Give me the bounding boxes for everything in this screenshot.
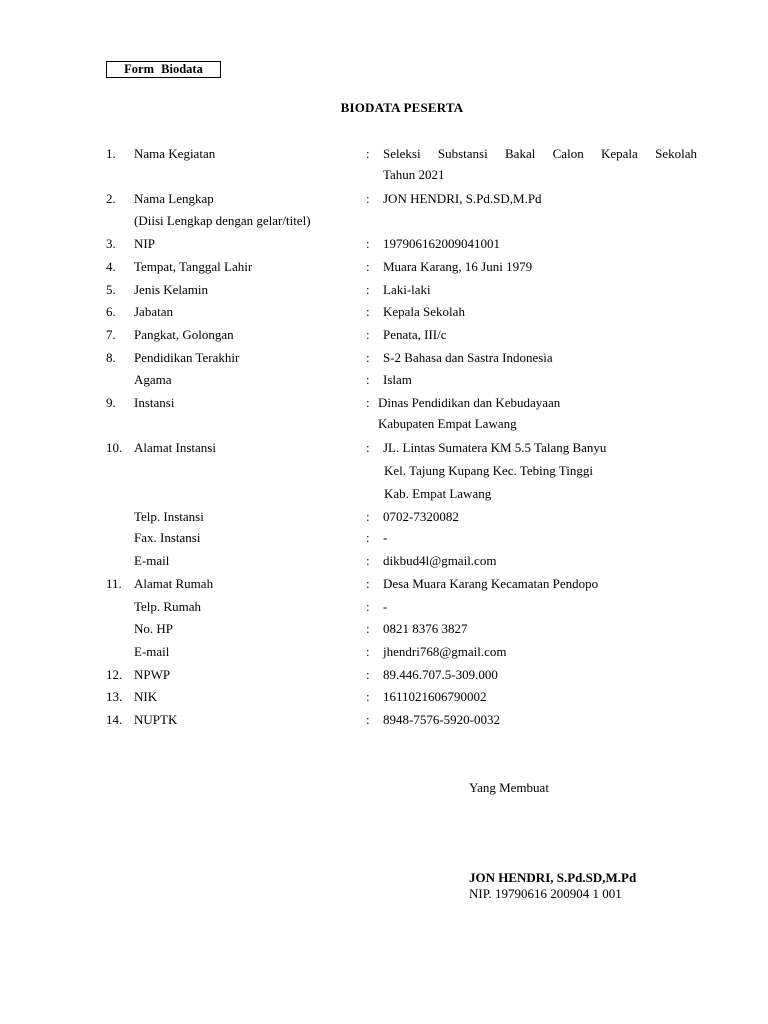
- row-value: Seleksi Substansi Bakal Calon Kepala Sekolah: [383, 146, 697, 161]
- row-label: Nama Lengkap: [134, 191, 214, 206]
- row-separator: :: [366, 259, 370, 274]
- row-separator: :: [366, 599, 370, 614]
- row-value: Kabupaten Empat Lawang: [378, 416, 517, 431]
- biodata-row: [0, 236, 768, 256]
- row-number: 13.: [106, 689, 123, 704]
- row-separator: :: [366, 621, 370, 636]
- row-number: 5.: [106, 282, 116, 297]
- row-label: Telp. Rumah: [134, 599, 201, 614]
- biodata-row: [0, 644, 768, 664]
- row-value: Kel. Tajung Kupang Kec. Tebing Tinggi: [384, 463, 593, 478]
- biodata-row: [0, 372, 768, 392]
- row-value: -: [383, 599, 388, 614]
- row-separator: :: [366, 282, 370, 297]
- row-label: Jenis Kelamin: [134, 282, 209, 297]
- row-value: JON HENDRI, S.Pd.SD,M.Pd: [383, 191, 542, 206]
- row-label: E-mail: [134, 553, 170, 568]
- row-label: NIK: [134, 689, 158, 704]
- row-separator: :: [366, 530, 370, 545]
- row-value: 89.446.707.5-309.000: [383, 667, 498, 682]
- row-number: 3.: [106, 236, 116, 251]
- signature-caption: Yang Membuat: [469, 780, 549, 795]
- biodata-row: [0, 509, 768, 529]
- biodata-row: [0, 259, 768, 279]
- row-value: 8948-7576-5920-0032: [383, 712, 500, 727]
- row-value: 197906162009041001: [383, 236, 500, 251]
- biodata-row: [0, 416, 768, 436]
- row-value: Kepala Sekolah: [383, 304, 465, 319]
- row-label: Alamat Rumah: [134, 576, 214, 591]
- row-label: Agama: [134, 372, 172, 387]
- signature-nip: NIP. 19790616 200904 1 001: [469, 886, 622, 901]
- row-separator: :: [366, 372, 370, 387]
- row-value: Dinas Pendidikan dan Kebudayaan: [378, 395, 561, 410]
- biodata-row: [0, 213, 768, 233]
- row-value: Tahun 2021: [383, 167, 445, 182]
- row-number: 2.: [106, 191, 116, 206]
- row-label: Instansi: [134, 395, 175, 410]
- row-separator: :: [366, 644, 370, 659]
- biodata-row: [0, 576, 768, 596]
- row-label: Alamat Instansi: [134, 440, 216, 455]
- biodata-row: [0, 350, 768, 370]
- row-value: Laki-laki: [383, 282, 431, 297]
- row-label: Telp. Instansi: [134, 509, 204, 524]
- biodata-row: [0, 621, 768, 641]
- row-number: 6.: [106, 304, 116, 319]
- row-number: 9.: [106, 395, 116, 410]
- row-value: S-2 Bahasa dan Sastra Indonesia: [383, 350, 553, 365]
- biodata-row: [0, 395, 768, 415]
- biodata-row: [0, 282, 768, 302]
- row-label: Nama Kegiatan: [134, 146, 216, 161]
- row-separator: :: [366, 236, 370, 251]
- document-title: BIODATA PESERTA: [340, 100, 464, 115]
- biodata-row: [0, 530, 768, 550]
- row-separator: :: [366, 146, 370, 161]
- row-separator: :: [366, 509, 370, 524]
- biodata-row: [0, 167, 768, 187]
- row-separator: :: [366, 667, 370, 682]
- row-label: E-mail: [134, 644, 170, 659]
- row-separator: :: [366, 327, 370, 342]
- biodata-row: [0, 327, 768, 347]
- row-separator: :: [366, 689, 370, 704]
- biodata-row: [0, 689, 768, 709]
- row-value: Islam: [383, 372, 412, 387]
- biodata-row: [0, 463, 768, 483]
- row-separator: :: [366, 553, 370, 568]
- row-number: 1.: [106, 146, 116, 161]
- row-number: 7.: [106, 327, 116, 342]
- signature-name: JON HENDRI, S.Pd.SD,M.Pd: [469, 870, 637, 885]
- biodata-row: [0, 304, 768, 324]
- row-label: NPWP: [134, 667, 171, 682]
- row-value: dikbud4l@gmail.com: [383, 553, 497, 568]
- biodata-row: [0, 191, 768, 211]
- biodata-row: [0, 667, 768, 687]
- row-label: Tempat, Tanggal Lahir: [134, 259, 253, 274]
- biodata-row: [0, 712, 768, 732]
- row-separator: :: [366, 304, 370, 319]
- row-label: Fax. Instansi: [134, 530, 201, 545]
- row-value: jhendri768@gmail.com: [383, 644, 507, 659]
- row-value: 0702-7320082: [383, 509, 459, 524]
- row-number: 14.: [106, 712, 123, 727]
- row-label: NIP: [134, 236, 155, 251]
- biodata-row: [0, 553, 768, 573]
- form-label: Form Biodata: [106, 61, 221, 78]
- row-separator: :: [366, 576, 370, 591]
- row-label: No. HP: [134, 621, 174, 636]
- biodata-row: [0, 146, 768, 166]
- row-value: 0821 8376 3827: [383, 621, 468, 636]
- row-value: Kab. Empat Lawang: [384, 486, 492, 501]
- row-number: 8.: [106, 350, 116, 365]
- row-separator: :: [366, 350, 370, 365]
- row-separator: :: [366, 712, 370, 727]
- row-separator: :: [366, 395, 370, 410]
- biodata-row: [0, 486, 768, 506]
- row-separator: :: [366, 191, 370, 206]
- row-value: -: [383, 530, 388, 545]
- biodata-row: [0, 599, 768, 619]
- row-value: Desa Muara Karang Kecamatan Pendopo: [383, 576, 599, 591]
- row-value: Penata, III/c: [383, 327, 447, 342]
- row-value: 1611021606790002: [383, 689, 487, 704]
- row-label: (Diisi Lengkap dengan gelar/titel): [134, 213, 311, 228]
- row-number: 10.: [106, 440, 123, 455]
- row-label: NUPTK: [134, 712, 178, 727]
- row-label: Pangkat, Golongan: [134, 327, 234, 342]
- row-number: 11.: [106, 576, 122, 591]
- row-value: JL. Lintas Sumatera KM 5.5 Talang Banyu: [383, 440, 607, 455]
- row-separator: :: [366, 440, 370, 455]
- row-label: Jabatan: [134, 304, 173, 319]
- row-number: 4.: [106, 259, 116, 274]
- row-label: Pendidikan Terakhir: [134, 350, 240, 365]
- row-value: Muara Karang, 16 Juni 1979: [383, 259, 533, 274]
- biodata-row: [0, 440, 768, 460]
- row-number: 12.: [106, 667, 123, 682]
